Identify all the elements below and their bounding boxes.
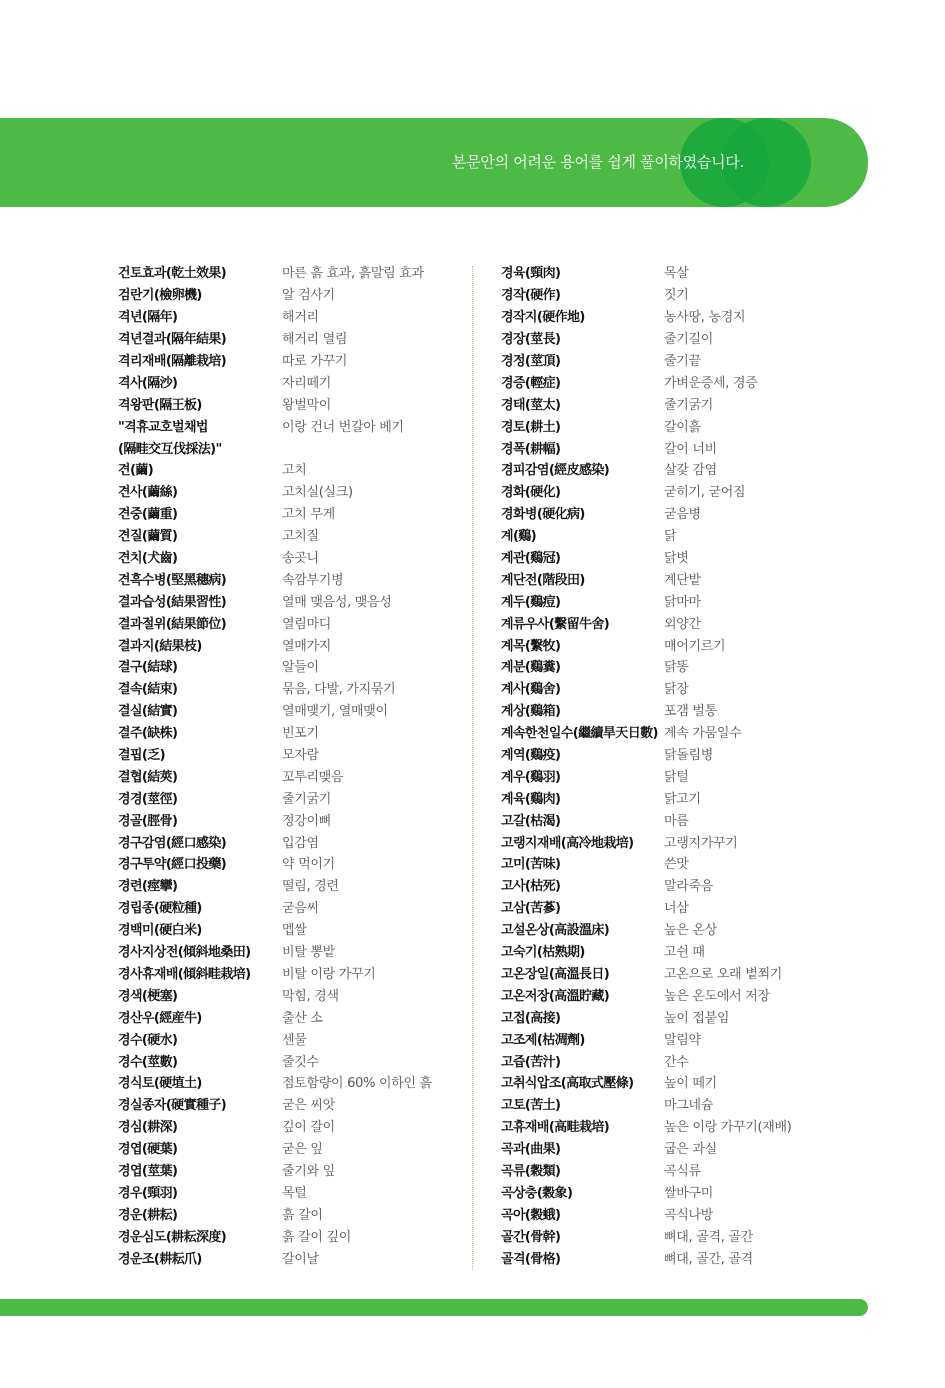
glossary-definition: 떨림, 경련 [282, 879, 339, 895]
glossary-term: 계류우사(繫留牛舍) [501, 616, 610, 632]
glossary-definition: 고온으로 오래 볕쬐기 [664, 966, 782, 982]
glossary-term: 경식토(硬埴土) [118, 1076, 202, 1092]
glossary-definition: 갈이날 [282, 1251, 319, 1267]
glossary-definition: 너삼 [664, 901, 689, 917]
glossary-term: 고사(枯死) [501, 879, 561, 895]
glossary-entry [118, 743, 468, 765]
glossary-entry [501, 327, 831, 349]
glossary-definition: 목털 [282, 1185, 307, 1201]
glossary-entry [118, 874, 468, 896]
glossary-term: 계속한천일수(繼續旱天日數) [501, 726, 658, 742]
glossary-entry [501, 1115, 831, 1137]
glossary-term: 고갈(枯渴) [501, 813, 561, 829]
glossary-definition: 마름 [664, 813, 689, 829]
glossary-term: (隔畦交互伐採法)" [118, 441, 222, 457]
glossary-definition: 줄기길이 [664, 332, 714, 348]
header-banner [0, 118, 868, 207]
glossary-definition: 고쉰 때 [664, 945, 705, 961]
glossary-entry [501, 940, 831, 962]
glossary-entry [118, 305, 468, 327]
glossary-definition: 계단밭 [664, 572, 701, 588]
column-divider [472, 266, 473, 1270]
glossary-entry [118, 918, 468, 940]
glossary-definition: 이랑 건너 번갈아 베기 [282, 419, 404, 435]
glossary-entry [118, 502, 468, 524]
glossary-entry [501, 1137, 831, 1159]
glossary-term: 결핍(乏) [118, 748, 165, 764]
glossary-entry [118, 414, 468, 436]
glossary-term: 경백미(硬白米) [118, 923, 202, 939]
glossary-entry [501, 721, 831, 743]
glossary-entry [501, 1005, 831, 1027]
glossary-term: 경엽(硬葉) [118, 1142, 178, 1158]
glossary-definition: 높은 온도에서 저장 [664, 988, 770, 1004]
glossary-entry [118, 721, 468, 743]
glossary-term: 경심(耕深) [118, 1120, 178, 1136]
glossary-entry [501, 349, 831, 371]
glossary-term: 경육(頸肉) [501, 266, 561, 282]
banner-text: 본문안의 어려운 용어를 쉽게 풀이하였습니다. [452, 153, 744, 171]
glossary-entry [501, 983, 831, 1005]
glossary-term: 결과습성(結果習性) [118, 594, 227, 610]
glossary-right-column [501, 261, 831, 1268]
glossary-definition: 열림마디 [282, 616, 332, 632]
glossary-definition: 묶음, 다발, 가지묶기 [282, 682, 396, 698]
glossary-entry [501, 546, 831, 568]
glossary-entry [118, 546, 468, 568]
glossary-term: 경운심도(耕耘深度) [118, 1229, 227, 1245]
glossary-term: 경운조(耕耘爪) [118, 1251, 202, 1267]
glossary-term: 결과절위(結果節位) [118, 616, 227, 632]
glossary-entry [501, 611, 831, 633]
glossary-definition: 자리떼기 [282, 375, 332, 391]
glossary-definition: 닭 [664, 529, 677, 545]
glossary-definition: 계속 가뭄일수 [664, 726, 742, 742]
glossary-definition: 열매 맺음성, 맺음성 [282, 594, 392, 610]
glossary-definition: 줄기끝 [664, 354, 701, 369]
glossary-entry [501, 502, 831, 524]
glossary-entry [118, 1202, 468, 1224]
glossary-definition: 고랭지가꾸기 [664, 835, 738, 851]
glossary-term: 경실종자(硬實種子) [118, 1098, 227, 1114]
glossary-term: 경폭(耕幅) [501, 441, 561, 457]
glossary-term: 경골(脛骨) [118, 813, 178, 829]
glossary-term: 고미(苦味) [501, 857, 561, 873]
glossary-term: 경구감염(經口感染) [118, 835, 227, 851]
glossary-entry [118, 1049, 468, 1071]
glossary-entry [501, 567, 831, 589]
glossary-entry [501, 808, 831, 830]
glossary-entry [118, 677, 468, 699]
glossary-entry [118, 1093, 468, 1115]
glossary-definition: 굳히기, 굳어짐 [664, 485, 746, 501]
glossary-term: 고취식압조(高取式壓條) [501, 1076, 634, 1092]
glossary-term: 견질(繭質) [118, 529, 178, 545]
glossary-definition: 고치 [282, 463, 307, 479]
glossary-definition: 갈이 너비 [664, 441, 717, 457]
glossary-definition: 출산 소 [282, 1010, 323, 1026]
glossary-entry [118, 1137, 468, 1159]
glossary-term: 고조제(枯凋劑) [501, 1032, 585, 1048]
glossary-entry [501, 1093, 831, 1115]
glossary-entry [501, 1159, 831, 1181]
glossary-definition: 알들이 [282, 660, 319, 676]
glossary-definition: 곡식나방 [664, 1207, 714, 1223]
glossary-definition: 닭돌림병 [664, 748, 714, 764]
glossary-entry [501, 962, 831, 984]
glossary-entry [118, 480, 468, 502]
glossary-definition: 닭털 [664, 769, 689, 785]
glossary-definition: 곡식류 [664, 1163, 701, 1179]
glossary-term: 고접(高接) [501, 1010, 561, 1026]
glossary-entry [501, 896, 831, 918]
glossary-entry [118, 458, 468, 480]
glossary-entry [118, 567, 468, 589]
glossary-definition: 흙 갈이 [282, 1207, 323, 1223]
glossary-definition: 굳음병 [664, 507, 701, 523]
glossary-term: 격년(隔年) [118, 310, 178, 326]
glossary-definition: 높은 이랑 가꾸기(재배) [664, 1120, 792, 1136]
glossary-term: 계사(鷄舍) [501, 682, 561, 698]
glossary-definition: 뼈대, 골격, 골간 [664, 1229, 753, 1245]
glossary-entry [501, 1071, 831, 1093]
glossary-term: 결속(結束) [118, 682, 178, 698]
glossary-term: 결협(結莢) [118, 769, 178, 785]
glossary-entry [118, 786, 468, 808]
glossary-definition: 고치실(실크) [282, 485, 353, 501]
glossary-definition: 줄기굵기 [664, 397, 714, 413]
glossary-entry [501, 1027, 831, 1049]
glossary-entry [118, 1071, 468, 1093]
glossary-term: 고숙기(枯熟期) [501, 945, 585, 961]
glossary-term: 곡아(穀蛾) [501, 1207, 561, 1223]
glossary-entry [118, 1180, 468, 1202]
glossary-entry [501, 655, 831, 677]
glossary-term: 경사휴재배(傾斜畦栽培) [118, 966, 251, 982]
glossary-entry [118, 589, 468, 611]
glossary-term: 견치(犬齒) [118, 551, 178, 567]
glossary-term: 계(鷄) [501, 529, 537, 545]
glossary-term: 고랭지재배(高冷地栽培) [501, 835, 634, 851]
glossary-entry [501, 677, 831, 699]
glossary-term: "격휴교호벌채법 [118, 419, 208, 435]
glossary-term: 결주(缺株) [118, 726, 178, 742]
glossary-definition: 높이 접붙임 [664, 1010, 730, 1026]
glossary-definition: 막힘, 경색 [282, 988, 339, 1004]
glossary-term: 계두(鷄痘) [501, 594, 561, 610]
glossary-term: 건토효과(乾土效果) [118, 266, 227, 282]
glossary-term: 경련(痙攣) [118, 879, 178, 895]
glossary-definition: 비탈 뽕밭 [282, 945, 335, 961]
glossary-term: 견중(繭重) [118, 507, 178, 523]
glossary-definition: 높은 온상 [664, 923, 717, 939]
glossary-entry [118, 524, 468, 546]
glossary-definition: 해거리 열림 [282, 332, 348, 348]
glossary-definition: 열매가지 [282, 638, 332, 654]
glossary-definition: 포갬 벌통 [664, 704, 717, 720]
glossary-definition: 굳은 잎 [282, 1142, 323, 1158]
glossary-definition: 줄깃수 [282, 1054, 319, 1070]
glossary-definition: 말림약 [664, 1032, 701, 1048]
glossary-entry [118, 1224, 468, 1246]
glossary-term: 경경(莖徑) [118, 791, 178, 807]
glossary-definition: 고치 무게 [282, 507, 335, 523]
glossary-definition: 간수 [664, 1054, 689, 1070]
glossary-definition: 가벼운증세, 경증 [664, 375, 758, 391]
glossary-entry [118, 611, 468, 633]
glossary-entry [501, 1246, 831, 1268]
glossary-entry [501, 1224, 831, 1246]
glossary-definition: 멥쌀 [282, 923, 307, 939]
glossary-definition: 마그네슘 [664, 1098, 714, 1114]
glossary-term: 경수(硬水) [118, 1032, 178, 1048]
glossary-definition: 닭장 [664, 682, 689, 698]
glossary-term: 격왕판(隔王板) [118, 397, 202, 413]
glossary-entry [501, 830, 831, 852]
glossary-entry [501, 633, 831, 655]
glossary-term: 고삼(苦蔘) [501, 901, 561, 917]
footer-bar [0, 1299, 868, 1316]
glossary-entry [501, 589, 831, 611]
glossary-definition: 송곳니 [282, 551, 319, 567]
glossary-term: 경토(耕土) [501, 419, 561, 435]
glossary-term: 견흑수병(堅黑穗病) [118, 572, 227, 588]
glossary-term: 곡과(曲果) [501, 1142, 561, 1158]
glossary-entry [501, 392, 831, 414]
glossary-definition: 굳음씨 [282, 901, 319, 917]
glossary-definition: 빈포기 [282, 726, 319, 742]
glossary-term: 경화병(硬化病) [501, 507, 585, 523]
glossary-definition: 뼈대, 골간, 골격 [664, 1251, 753, 1267]
glossary-term: 고토(苦土) [501, 1098, 561, 1114]
glossary-term: 경작지(硬作地) [501, 310, 585, 326]
glossary-term: 골격(骨格) [501, 1251, 561, 1267]
glossary-definition: 열매맺기, 열매맺이 [282, 704, 388, 720]
glossary-entry [118, 633, 468, 655]
glossary-term: 고즙(苦汁) [501, 1054, 561, 1070]
glossary-entry [118, 349, 468, 371]
glossary-term: 경사지상전(傾斜地桑田) [118, 945, 251, 961]
glossary-entry [501, 743, 831, 765]
glossary-term: 경화(硬化) [501, 485, 561, 501]
glossary-term: 계목(繫牧) [501, 638, 561, 654]
glossary-entry [501, 436, 831, 458]
glossary-entry [118, 1246, 468, 1268]
glossary-entry [501, 283, 831, 305]
glossary-definition: 줄기와 잎 [282, 1163, 335, 1179]
glossary-term: 결과지(結果枝) [118, 638, 202, 654]
glossary-definition: 닭똥 [664, 660, 689, 676]
glossary-entry [118, 699, 468, 721]
glossary-term: 계관(鷄冠) [501, 551, 561, 567]
glossary-entry [118, 655, 468, 677]
glossary-term: 경엽(莖葉) [118, 1163, 178, 1179]
glossary-definition: 굳은 씨앗 [282, 1098, 335, 1114]
glossary-entry [501, 524, 831, 546]
glossary-term: 경태(莖太) [501, 397, 561, 413]
glossary-term: 격리재배(隔離栽培) [118, 354, 227, 369]
glossary-entry [118, 1159, 468, 1181]
glossary-term: 계단전(階段田) [501, 572, 585, 588]
glossary-term: 계역(鷄疫) [501, 748, 561, 764]
glossary-definition: 모자람 [282, 748, 319, 764]
glossary-term: 검란기(檢卵機) [118, 288, 202, 304]
glossary-definition: 쓴맛 [664, 857, 689, 873]
glossary-entry [118, 808, 468, 830]
glossary-definition: 해거리 [282, 310, 319, 326]
glossary-entry [118, 764, 468, 786]
glossary-definition: 닭고기 [664, 791, 701, 807]
glossary-entry [501, 764, 831, 786]
glossary-definition: 닭마마 [664, 594, 701, 610]
glossary-entry [118, 983, 468, 1005]
glossary-term: 고휴재배(高畦栽培) [501, 1120, 610, 1136]
glossary-definition: 입감염 [282, 835, 319, 851]
glossary-term: 경장(莖長) [501, 332, 561, 348]
glossary-entry [118, 327, 468, 349]
glossary-definition: 비탈 이랑 가꾸기 [282, 966, 376, 982]
glossary-entry [118, 1027, 468, 1049]
glossary-entry [118, 896, 468, 918]
glossary-definition: 매어기르기 [664, 638, 726, 654]
glossary-definition: 줄기굵기 [282, 791, 332, 807]
glossary-definition: 목살 [664, 266, 689, 282]
glossary-entry [501, 261, 831, 283]
glossary-term: 결실(結實) [118, 704, 178, 720]
glossary-term: 경색(梗塞) [118, 988, 178, 1004]
glossary-entry [501, 1180, 831, 1202]
glossary-entry [118, 370, 468, 392]
glossary-definition: 따로 가꾸기 [282, 354, 348, 369]
glossary-entry [118, 852, 468, 874]
glossary-term: 결구(結球) [118, 660, 178, 676]
glossary-definition: 마른 흙 효과, 흙말림 효과 [282, 266, 424, 282]
glossary-term: 경구투약(經口投藥) [118, 857, 227, 873]
glossary-term: 격년결과(隔年結果) [118, 332, 227, 348]
glossary-entry [118, 436, 468, 458]
glossary-entry [501, 852, 831, 874]
glossary-definition: 닭볏 [664, 551, 689, 567]
glossary-definition: 쌀바구미 [664, 1185, 714, 1201]
glossary-entry [501, 305, 831, 327]
glossary-entry [118, 1115, 468, 1137]
glossary-entry [501, 1049, 831, 1071]
glossary-entry [118, 261, 468, 283]
glossary-entry [118, 283, 468, 305]
glossary-term: 경증(輕症) [501, 375, 561, 391]
glossary-definition: 약 먹이기 [282, 857, 335, 873]
glossary-definition: 농사땅, 농경지 [664, 310, 746, 326]
glossary-term: 계우(鷄羽) [501, 769, 561, 785]
glossary-left-column [118, 261, 468, 1268]
glossary-entry [501, 480, 831, 502]
glossary-entry [501, 414, 831, 436]
glossary-term: 고설온상(高設溫床) [501, 923, 610, 939]
glossary-definition: 높이 떼기 [664, 1076, 717, 1092]
glossary-entry [501, 699, 831, 721]
glossary-entry [118, 830, 468, 852]
glossary-definition: 알 검사기 [282, 288, 335, 304]
glossary-definition: 외양간 [664, 616, 701, 632]
glossary-definition: 흙 갈이 깊이 [282, 1229, 351, 1245]
glossary-term: 경수(莖數) [118, 1054, 178, 1070]
glossary-term: 경립종(硬粒種) [118, 901, 202, 917]
glossary-term: 곡상충(穀象) [501, 1185, 573, 1201]
glossary-term: 견사(繭絲) [118, 485, 178, 501]
glossary-term: 고온장일(高溫長日) [501, 966, 610, 982]
glossary-definition: 깊이 갈이 [282, 1120, 335, 1136]
glossary-term: 계상(鷄箱) [501, 704, 561, 720]
glossary-definition: 살갗 감염 [664, 463, 717, 479]
glossary-definition: 말라죽음 [664, 879, 714, 895]
glossary-term: 골간(骨幹) [501, 1229, 561, 1245]
glossary-term: 곡류(穀類) [501, 1163, 561, 1179]
glossary-definition: 왕벌막이 [282, 397, 332, 413]
glossary-entry [501, 786, 831, 808]
glossary-entry [118, 1005, 468, 1027]
glossary-definition: 점토함량이 60% 이하인 흙 [282, 1076, 432, 1092]
glossary-entry [118, 940, 468, 962]
glossary-term: 경피감염(經皮感染) [501, 463, 610, 479]
glossary-entry [501, 918, 831, 940]
glossary-definition: 속깜부기병 [282, 572, 344, 588]
glossary-term: 계분(鷄糞) [501, 660, 561, 676]
glossary-term: 경운(耕耘) [118, 1207, 178, 1223]
glossary-entry [501, 370, 831, 392]
glossary-term: 경우(頸羽) [118, 1185, 178, 1201]
glossary-term: 경작(硬作) [501, 288, 561, 304]
glossary-term: 경정(莖頂) [501, 354, 561, 369]
glossary-definition: 고치질 [282, 529, 319, 545]
glossary-definition: 갈이흙 [664, 419, 701, 435]
glossary-term: 경산우(經産牛) [118, 1010, 202, 1026]
glossary-entry [118, 962, 468, 984]
glossary-entry [501, 1202, 831, 1224]
glossary-term: 견(繭) [118, 463, 154, 479]
glossary-entry [118, 392, 468, 414]
glossary-definition: 굽은 과실 [664, 1142, 717, 1158]
glossary-term: 계육(鷄肉) [501, 791, 561, 807]
glossary-entry [501, 874, 831, 896]
glossary-term: 격사(隔沙) [118, 375, 178, 391]
glossary-definition: 짓기 [664, 288, 689, 304]
glossary-definition: 센물 [282, 1032, 307, 1048]
glossary-entry [501, 458, 831, 480]
glossary-definition: 꼬투리맺음 [282, 769, 344, 785]
glossary-term: 고온저장(高溫貯藏) [501, 988, 610, 1004]
glossary-definition: 정강이뼈 [282, 813, 332, 829]
